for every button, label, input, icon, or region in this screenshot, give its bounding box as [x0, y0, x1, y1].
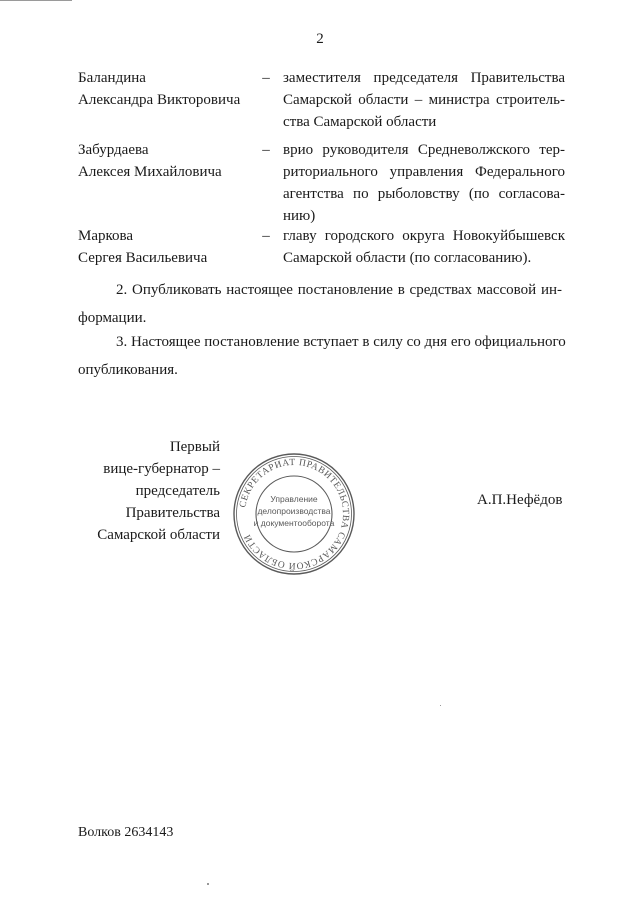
appointee-surname: Маркова [78, 228, 134, 244]
appointee-name [78, 67, 258, 111]
clause-effective [78, 328, 566, 384]
scan-speck [207, 883, 209, 885]
appointee-given-names: Александра Викторовича [78, 92, 241, 108]
signer-title-line: председатель Правительства [125, 483, 220, 521]
appointee-position [283, 67, 565, 133]
position-line: риториального управления Федерального [283, 164, 565, 180]
scan-speck [440, 705, 441, 706]
signer-title-line: вице-губернатор – [103, 461, 220, 477]
position-line: Самарской области – министра строитель- [283, 92, 565, 108]
clause-line: 3. Настоящее постановление вступает в силу со дня его официального [116, 334, 566, 350]
appointee-name [78, 225, 258, 269]
document-footer-code: Волков 2634143 [78, 825, 174, 840]
page-number: 2 [316, 31, 324, 47]
position-line: врио руководителя Средневолжского тер- [283, 142, 565, 158]
scan-edge-mark [0, 0, 72, 4]
official-seal-stamp [232, 452, 356, 576]
appointee-position [283, 225, 565, 269]
signer-title [40, 436, 220, 546]
signer-name: А.П.Нефёдов [477, 492, 563, 508]
appointee-position [283, 139, 565, 227]
appointee-given-names: Алексея Михайловича [78, 164, 222, 180]
clause-line: опубликования. [78, 362, 178, 378]
appointee-surname: Баландина [78, 70, 146, 86]
seal-center-line: делопроизводства [257, 506, 331, 516]
appointee-name [78, 139, 258, 183]
clause-publish [78, 276, 562, 332]
position-line: нию) [283, 208, 316, 224]
position-line: Самарской области (по согласованию). [283, 250, 532, 266]
clause-line: 2. Опубликовать настоящее постановление в средствах массовой ин- [116, 282, 562, 298]
position-line: заместителя председателя Правительства [283, 70, 565, 86]
seal-center-line: и документооборота [253, 518, 335, 528]
seal-ring-text-path: СЕКРЕТАРИАТ ПРАВИТЕЛЬСТВА САМАРСКОЙ ОБЛАСТИ [238, 457, 351, 571]
entry-dash: – [262, 142, 270, 158]
clause-line: формации. [78, 310, 147, 326]
signer-title-line: Самарской области [97, 527, 220, 543]
position-line: главу городского округа Новокуйбышевск [283, 228, 565, 244]
appointee-given-names: Сергея Васильевича [78, 250, 208, 266]
position-line: агентства по рыболовству (по согласова- [283, 186, 565, 202]
entry-dash: – [262, 228, 270, 244]
seal-center-line: Управление [270, 494, 318, 504]
entry-dash: – [262, 70, 270, 86]
signer-title-line: Первый [169, 439, 220, 455]
position-line: ства Самарской области [283, 114, 437, 130]
appointee-surname: Забурдаева [78, 142, 149, 158]
